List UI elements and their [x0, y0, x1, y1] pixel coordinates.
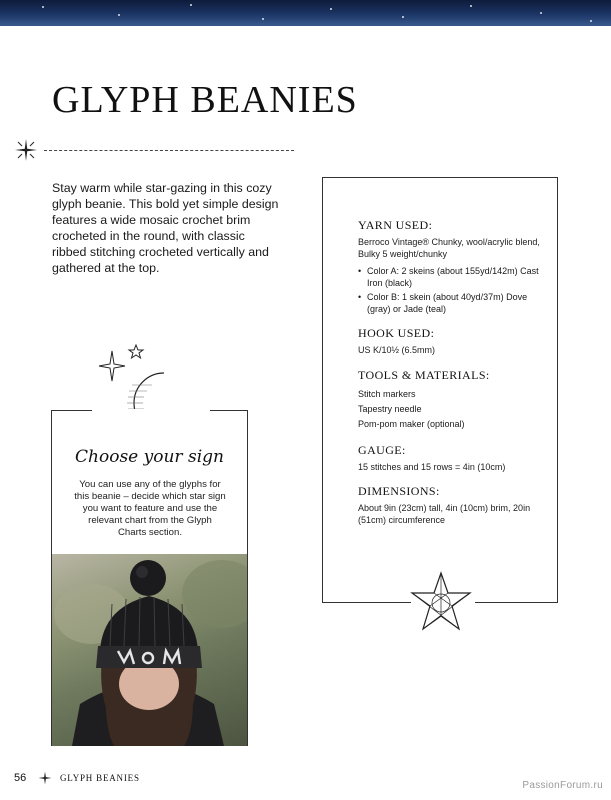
outline-star-icon — [129, 345, 143, 358]
dimensions-section — [358, 484, 548, 526]
yarn-section — [358, 218, 548, 315]
choose-your-sign-box — [51, 410, 248, 746]
sparkle-icon — [14, 138, 38, 162]
gauge-description: 15 stitches and 15 rows = 4in (10cm) — [358, 461, 506, 472]
sparkle-icon — [38, 771, 52, 785]
list-item: Stitch markers — [358, 388, 416, 399]
materials-box — [322, 177, 558, 603]
page-title: GLYPH BEANIES — [52, 79, 358, 121]
sign-box-text: You can use any of the glyphs for this beanie – decide which star sign you want to feature and use the relevant chart from the Glyph Charts section. — [74, 479, 226, 538]
title-divider — [14, 138, 294, 162]
hook-description: US K/10½ (6.5mm) — [358, 345, 436, 355]
list-item: • Color A: 2 skeins (about 155yd/142m) Cast Iron (black) — [358, 266, 548, 289]
night-sky-banner — [0, 0, 611, 26]
tools-list — [358, 387, 548, 432]
intro-paragraph: Stay warm while star-gazing in this cozy glyph beanie. This bold yet simple design features a wide mosaic crochet brim crocheted in the round, with classic ribbed stitching crocheted vertically and gathered at the top. — [52, 181, 279, 275]
yarn-heading: YARN USED: — [358, 218, 433, 232]
gauge-heading: GAUGE: — [358, 442, 406, 457]
tools-heading: TOOLS & MATERIALS: — [358, 367, 490, 382]
dashed-rule — [44, 150, 294, 151]
watermark: PassionForum.ru — [522, 780, 603, 791]
dimensions-description: About 9in (23cm) tall, 4in (10cm) brim, 20in (51cm) circumference — [358, 503, 531, 525]
geometric-star-icon — [410, 571, 472, 633]
yarn-colors-list — [358, 266, 548, 315]
hook-section — [358, 326, 548, 357]
page-number: 56 — [14, 772, 27, 784]
yarn-description: Berroco Vintage® Chunky, wool/acrylic blend, Bulky 5 weight/chunky — [358, 237, 540, 259]
sign-box-title: Choose your sign — [75, 447, 224, 467]
list-item: Pom-pom maker (optional) — [358, 418, 465, 429]
sparkle-icon — [99, 351, 125, 381]
list-item: • Color B: 1 skein (about 40yd/37m) Dove (gray) or Jade (teal) — [358, 292, 548, 315]
beanie-model-illustration — [52, 554, 247, 746]
list-item: Tapestry needle — [358, 403, 422, 414]
hook-heading: HOOK USED: — [358, 326, 435, 340]
gauge-section — [358, 443, 548, 474]
running-title: GLYPH BEANIES — [60, 773, 140, 783]
dimensions-heading: DIMENSIONS: — [358, 484, 440, 498]
beanie-photo — [52, 554, 247, 746]
tools-section — [358, 368, 548, 432]
